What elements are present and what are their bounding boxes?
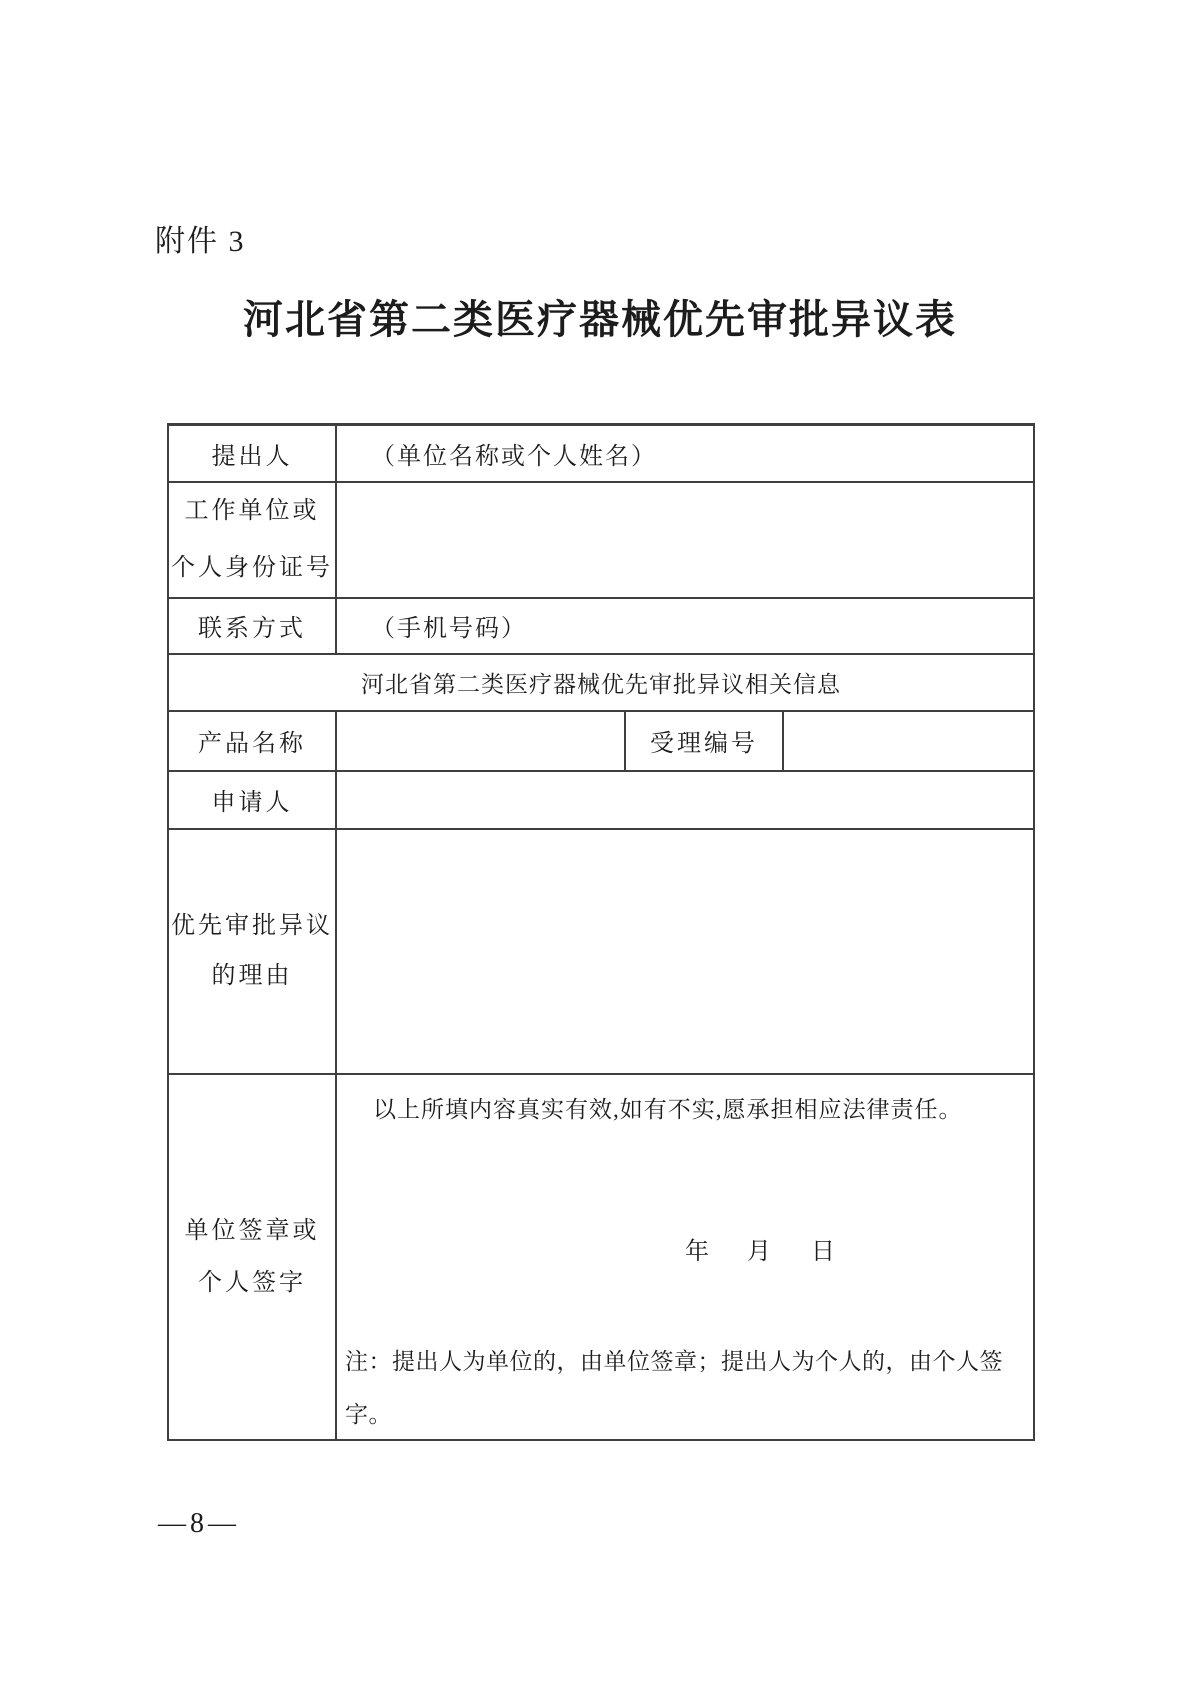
date-line bbox=[685, 1237, 835, 1267]
date-year-char: 年 bbox=[685, 1238, 709, 1265]
acceptance-number-label-cell: 受理编号 bbox=[625, 711, 783, 771]
product-name-value-cell bbox=[336, 711, 625, 771]
page-number: —8— bbox=[158, 1508, 240, 1539]
row-contact bbox=[168, 598, 1034, 654]
reason-label-line1: 优先审批异议 bbox=[171, 913, 333, 939]
row-section-header bbox=[168, 654, 1034, 711]
work-unit-label-line1: 工作单位或 bbox=[184, 497, 320, 524]
date-day-char: 日 bbox=[811, 1238, 835, 1265]
reason-label-line2: 的理由 bbox=[211, 963, 293, 989]
row-reason bbox=[168, 829, 1034, 1074]
section-header-cell: 河北省第二类医疗器械优先审批异议相关信息 bbox=[168, 654, 1034, 711]
applicant-label-cell: 申请人 bbox=[168, 771, 336, 829]
signature-note: 注：提出人为单位的，由单位签章；提出人为个人的，由个人签字。 bbox=[345, 1348, 1003, 1427]
date-month-char: 月 bbox=[747, 1238, 771, 1265]
work-unit-label-cell bbox=[168, 482, 336, 598]
row-signature bbox=[168, 1074, 1034, 1440]
row-product bbox=[168, 711, 1034, 771]
attachment-label: 附件 3 bbox=[155, 225, 246, 258]
page-title: 河北省第二类医疗器械优先审批异议表 bbox=[243, 297, 957, 342]
signature-label-cell bbox=[168, 1074, 336, 1440]
applicant-value-cell bbox=[336, 771, 1034, 829]
signature-label-line1: 单位签章或 bbox=[184, 1217, 320, 1244]
proposer-label-cell: 提出人 bbox=[168, 425, 336, 482]
product-name-label-cell: 产品名称 bbox=[168, 711, 336, 771]
signature-label-line2: 个人签字 bbox=[198, 1269, 306, 1296]
row-applicant bbox=[168, 771, 1034, 829]
contact-label-cell: 联系方式 bbox=[168, 598, 336, 654]
row-proposer bbox=[168, 425, 1034, 482]
signature-content-cell bbox=[336, 1074, 1034, 1440]
contact-value-cell: （手机号码） bbox=[336, 598, 1034, 654]
work-unit-label-line2: 个人身份证号 bbox=[171, 554, 333, 581]
reason-label-cell bbox=[168, 829, 336, 1074]
objection-form-table bbox=[167, 423, 1035, 1441]
reason-value-cell bbox=[336, 829, 1034, 1074]
row-work-unit bbox=[168, 482, 1034, 598]
work-unit-value-cell bbox=[336, 482, 1034, 598]
declaration-text: 以上所填内容真实有效,如有不实,愿承担相应法律责任。 bbox=[373, 1096, 963, 1122]
acceptance-number-value-cell bbox=[783, 711, 1034, 771]
proposer-value-cell: （单位名称或个人姓名） bbox=[336, 425, 1034, 482]
